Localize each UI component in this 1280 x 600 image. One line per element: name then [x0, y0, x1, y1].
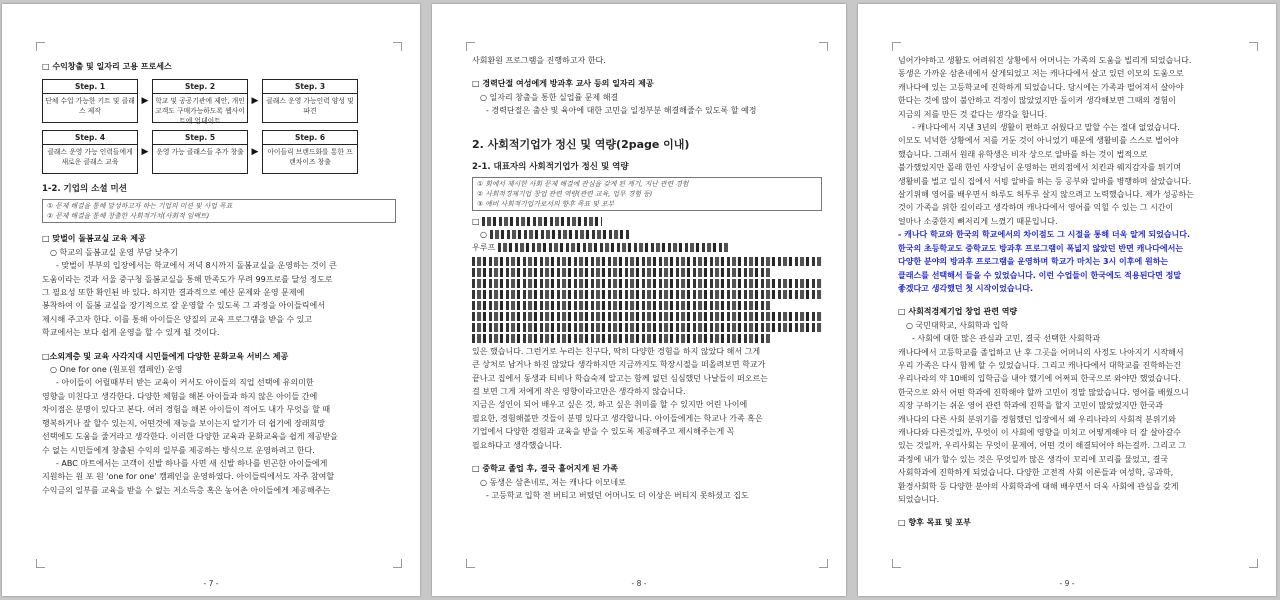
arrow-right-icon: ▶	[251, 95, 259, 106]
body-line: 필요하다고 생각했습니다.	[472, 440, 563, 450]
body-line: 있는 것일까, 우리사회는 무엇이 문제여, 어떤 것이 해결되어야 하는걸까. 그리고 그	[898, 441, 1187, 451]
redacted-text	[472, 290, 822, 299]
body-line: 사회환원 프로그램을 진행하고자 한다.	[472, 56, 606, 65]
body-line: 있은 했습니다. 그런거로 누리는 친구다, 딱히 다양한 경험을 하지 않았다 해서 그게	[472, 346, 761, 356]
body-line: - 고등학교 입학 전 버티고 버텼던 어머니도 더 이상은 버티지 못하셨고 집도	[486, 490, 749, 500]
body-line: 큰 상처로 남거나 하진 않았다 생각하지만 지금까지도 학장시절을 떠올려보면 학교가	[472, 360, 766, 370]
highlight-line: 클래스를 선택해서 들을 수 있었습니다. 이런 수업들이 한국에도 적용된다면 정말	[898, 270, 1182, 280]
body-line: 끝나고 집에서 동생과 티비나 학습숙제 알고는 함께 없던 심심했던 나날들이 떠오르는	[472, 373, 768, 383]
body-line: 그 필요성 또한 확인된 바 있다. 하지만 결과적으로 예산 문제와 운영 문제에	[42, 288, 305, 298]
document-page-7	[2, 4, 420, 596]
body-line: 지금의 저를 만든 것 같다는 생각을 합니다.	[898, 109, 1048, 119]
step-body: 클래스 운영 가능인력 양성 및 파견	[266, 97, 354, 116]
redacted-text	[472, 301, 770, 310]
step-body: 운영 가능 클래스들 추가 창출	[156, 148, 244, 157]
document-page-9	[858, 4, 1276, 596]
guide-line: ① 문제 해결을 통해 달성하고자 하는 기업의 미션 및 사업 목표	[47, 202, 233, 211]
body-line: 우리 가족은 다시 함께 할 수 있었습니다. 그리고 캐나다에서 대학교를 진학하는건	[898, 360, 1181, 370]
body-line: 동생은 가까운 삼촌네에서 살게되었고 저는 캐나다에서 살고 있던 이모의 도움으로	[898, 69, 1184, 79]
sub-chapter-heading: 2-1. 대표자의 사회적기업가 정신 및 역량	[472, 161, 629, 172]
body-line: 기업에서 다양한 경험과 교육을 받을 수 있도록 제공해주고 제시해주는게 꼭	[472, 427, 735, 437]
guide-line: ② 문제 해결을 통해 창출한 사회적가치(사회적 임팩트)	[47, 212, 210, 221]
body-line: 것이 가족을 위한 길이라고 생각하며 캐나다에서 영어를 익힐 수 있는 그 시간이	[898, 203, 1174, 213]
redacted-text	[472, 323, 822, 332]
crop-mark-bottom-left	[892, 559, 901, 568]
step-title: Step. 2	[153, 80, 247, 94]
body-line: 봉착하여 이 돌봄 교실을 장기적으로 잘 운영할 수 있도록 그 과정을 아이들릭에서	[42, 301, 325, 311]
body-line: 우리나라의 약 10배의 입학금을 내야 했기에 어쩌피 한국으로 와야만 했었습니다.	[898, 374, 1181, 384]
sub-heading: ○ 학교의 돌봄교실 운영 부담 낮추기	[50, 247, 178, 257]
section-heading: □ 수익창출 및 일자리 고용 프로세스	[42, 62, 172, 71]
page-number: - 7 -	[203, 579, 219, 588]
crop-mark-bottom-left	[466, 559, 475, 568]
redacted-text	[472, 279, 822, 288]
page-number: - 9 -	[1059, 579, 1075, 588]
redacted-text	[472, 268, 770, 277]
step-box-3	[262, 79, 358, 123]
body-line: 했습니다. 그래서 원래 유학생은 비자 상으로 알바를 하는 것이 법적으로	[898, 149, 1148, 159]
section-heading: □소외계층 및 교육 사각지대 시민들에게 다양한 문화교육 서비스 제공	[42, 351, 289, 361]
section-heading: □ 사회적경제기업 창업 관련 역량	[898, 307, 1018, 317]
highlight-line: 다양한 분야의 방과후 프로그램을 운영하며 학교가 마치는 3시 이후에 원하는	[898, 257, 1169, 267]
crop-mark-top-left	[466, 42, 475, 51]
body-line: - ABC 마트에서는 고객이 신발 하나를 사면 새 신발 하나를 빈곤한 아이들에게	[56, 458, 328, 468]
highlight-line: - 캐나다 학교와 한국의 학교에서의 차이점도 그 시절을 통해 더욱 알게 되었습니다.	[898, 230, 1191, 240]
arrow-right-icon: ▶	[141, 146, 149, 157]
sub-heading: ○ 일자리 창출을 통한 실업률 문제 해결	[480, 92, 619, 102]
body-line: 선택에도 도움을 줄거라고 생각한다. 이러한 다양한 교육과 문화교육을 쉽게 제공받을	[42, 432, 338, 442]
redacted-text	[472, 257, 822, 266]
body-line: 불가했었지만 몰래 한인 사장님이 운영하는 편의점에서 치킨과 웨지감자를 튀기며	[898, 163, 1182, 173]
body-line: 얼마나 소중한지 뼈저리게 느꼈기 때문입니다.	[898, 216, 1058, 226]
crop-mark-top-right	[393, 42, 402, 51]
body-line: - 캐나다에서 지낸 3년의 생활이 편하고 쉬웠다고 말할 수는 절대 없었습니다.	[912, 123, 1180, 133]
body-line: 필요한, 경험해볼만 것들이 분명 있다고 생각합니다. 아이들에게는 학교나 가족 혹은	[472, 413, 763, 423]
body-line: 지원하는 원 포 원 'one for one' 캠페인을 운영하였다. 아이들릭에서도 자주 참여할	[42, 472, 335, 482]
step-box-5	[152, 130, 248, 174]
body-line: 도움이라는 것과 서울 중구청 돌봄교실을 통해 만족도가 무려 99프로를 달성 정도로	[42, 274, 333, 284]
mission-heading: 1-2. 기업의 소셜 미션	[42, 184, 127, 195]
section-heading: □ 맞벌이 돌봄교실 교육 제공	[42, 234, 146, 244]
page-number: - 8 -	[631, 579, 647, 588]
body-line: - 아이들이 어릴때부터 받는 교육이 커서도 아이들의 직업 선택에 유의미한	[56, 378, 314, 388]
arrow-right-icon: ▶	[251, 146, 259, 157]
body-line: - 경력단절은 출산 및 육아에 대한 고민을 일정부분 해결해줄수 있도록 할 예정	[486, 106, 757, 116]
crop-mark-bottom-right	[819, 559, 828, 568]
body-line: 캐나다와 다른것일까, 무엇이 이 사회에 영향을 미치고 어떻게해야 더 잘 살아갈수	[898, 427, 1181, 437]
crop-mark-top-right	[819, 42, 828, 51]
step-box-6	[262, 130, 358, 174]
body-line: 살기위해 영어를 배우면서 하루도 허투루 살지 않으려고 노력했습니다. 제가 성공하는	[898, 190, 1194, 200]
section-heading: □ 중학교 졸업 후, 결국 흩어지게 된 가족	[472, 464, 619, 474]
body-line: 한다는 것에 많이 불안하고 걱정이 많았었지만 돌이켜 생각해보면 그때의 경험이	[898, 96, 1176, 106]
step-box-1	[42, 79, 138, 123]
body-line: 직장 구하기는 쉬운 영어 관련 학과에 진학을 할지 고민이 많았었지만 한국과	[898, 401, 1163, 411]
body-line: 되었습니다.	[898, 495, 940, 504]
section-heading: □ 향후 목표 및 포부	[898, 518, 971, 528]
body-line: 사회학과에 진학하게 되었습니다. 다양한 고전적 사회 이론들과 여성학, 공과학,	[898, 468, 1174, 478]
guide-box	[42, 199, 396, 223]
redacted-text	[472, 334, 770, 343]
body-line: 캐나다의 다른 사회 분위기를 경험했던 입장에서 왜 우리나라의 사회적 분위기와	[898, 414, 1176, 424]
chapter-heading: 2. 사회적기업가 정신 및 역량(2page 이내)	[472, 137, 690, 151]
body-line: 학교에서는 보다 쉽게 운영을 할 수 있게 될 것이다.	[42, 328, 220, 338]
body-line: - 맞벌이 부부의 입장에서는 학교에서 저녁 8시까지 돌봄교실을 운영하는 것이 큰	[56, 261, 337, 271]
section-heading: □ 경력단절 여성에게 방과후 교사 등의 일자리 제공	[472, 79, 654, 89]
body-line	[472, 241, 822, 254]
sub-heading: ○ 국민대학교, 사회학과 입학	[906, 320, 1009, 330]
redacted-text	[498, 243, 728, 252]
body-line: - 사회에 대한 많은 관심과 고민, 결국 선택한 사회학과	[912, 334, 1101, 344]
crop-mark-top-left	[892, 42, 901, 51]
guide-box	[472, 177, 822, 211]
crop-mark-top-right	[1249, 42, 1258, 51]
body-line: 과정에 내가 할수 있는 것은 무엇일까 많은 생각이 꼬리에 꼬리를 물었고, 결국	[898, 454, 1169, 464]
redacted-text	[490, 230, 630, 239]
body-line: 캐나다에서 고등학교를 졸업하고 난 후 그곳을 어머니의 사정도 나아지기 시작해서	[898, 347, 1184, 357]
step-body: 학교 및 공공기관에 제안, 개인고객도 구매가능하도록 웹사이트에 업데이트	[155, 97, 245, 126]
body-prefix: 우루프	[472, 243, 496, 253]
step-title: Step. 1	[43, 80, 137, 94]
crop-mark-bottom-right	[1249, 559, 1258, 568]
sub-heading	[472, 228, 822, 241]
body-line: 수익금의 일부를 교육을 받을 수 없는 저소득층 혹은 농어촌 아이들에게 제공해주는	[42, 485, 331, 495]
highlight-line: 좋겠다고 생각했던 첫 시작이었습니다.	[898, 283, 1034, 293]
arrow-right-icon: ▶	[141, 95, 149, 106]
step-box-4	[42, 130, 138, 174]
process-steps	[42, 79, 396, 174]
body-line: 차이점은 분명이 있다고 본다. 여러 경험을 해본 아이들이 적어도 내가 무엇을 할 때	[42, 405, 331, 415]
step-body: 아이들릭 브랜드화를 통한 프랜차이즈 창출	[267, 148, 353, 167]
body-line: 한국으로 와서 어떤 학과에 진학해야 할까 고민이 정말 많았습니다. 영어를 배웠으니	[898, 387, 1189, 397]
guide-line: ② 사회적경제기업 창업 관련 역량(관련 교육, 업무 경험 등)	[477, 189, 653, 198]
sub-heading: ○ 동생은 삼촌네로, 저는 캐나다 이모네로	[480, 477, 626, 487]
body-line: 생활비를 벌고 일식 집에서 서빙 알바를 하는 등 공부와 알바를 병행하며 살았습니다.	[898, 176, 1192, 186]
body-line: 제시해 주고자 한다. 이를 통해 아이들은 양질의 교육 프로그램을 받을 수 있고	[42, 314, 313, 324]
crop-mark-bottom-left	[36, 559, 45, 568]
guide-line: ① 회에서 제시한 사회 문제 해결에 관심을 갖게 된 계기, 지난 관련 경험	[477, 179, 689, 188]
step-title: Step. 3	[263, 80, 357, 94]
step-box-2	[152, 79, 248, 126]
sub-marker: ○	[480, 230, 487, 240]
body-line: 행복하거나 잘 할수 있는지, 어떤것에 재능을 보이는지 알기가 더 쉽기에 장래희망	[42, 418, 325, 428]
document-page-8	[432, 4, 846, 596]
body-line: 영향을 미친다고 생각한다. 다양한 체험을 해본 아이들과 하지 않은 아이들 간에	[42, 391, 318, 401]
body-line: 넘어가야하고 생활도 어려워진 상황에서 어머니는 가족의 도움을 빌리게 되었습니다.	[898, 56, 1192, 65]
guide-line: ③ 예비 사회적기업가로서의 향후 목표 및 포부	[477, 199, 615, 208]
redacted-text	[472, 312, 822, 321]
step-title: Step. 4	[43, 131, 137, 145]
step-title: Step. 5	[153, 131, 247, 145]
body-line: 캐나다에 있는 고등학교에 진학하게 되었습니다. 당시에는 가족과 떨어져서 살아야	[898, 82, 1184, 92]
body-line: 수 없는 시민들에게 창출된 수익의 일부를 제공하는 방식으로 운영하려고 한다.	[42, 445, 315, 455]
crop-mark-top-left	[36, 42, 45, 51]
crop-mark-bottom-right	[393, 559, 402, 568]
step-body: 단체 수업 가능한 키트 및 클래스 제작	[45, 97, 135, 116]
body-line: 지금은 성인이 되어 배우고 싶은 것, 하고 싶은 취미를 할 수 있지만 어린 나이에	[472, 400, 748, 410]
step-title: Step. 6	[263, 131, 357, 145]
section-marker: □	[472, 216, 480, 226]
step-body: 클래스 운영 가능 인력들에게 새로운 클래스 교육	[47, 148, 133, 167]
redacted-text	[482, 217, 602, 226]
highlight-line: 한국의 초등학교도 중학교도 방과후 프로그램이 폭넓지 않았던 반면 캐나다에서는	[898, 243, 1184, 253]
body-line: 걸 보면 그게 저에게 작은 영향이라고만은 생각하지 않습니다.	[472, 387, 686, 397]
page-content	[472, 54, 822, 502]
body-line: 이모도 넉넉한 상황에서 저를 거둔 것이 아니었기 때문에 생활비를 스스로 벌어야	[898, 136, 1179, 146]
section-heading	[472, 215, 822, 228]
body-line: 환경사회학 등 다양한 분야의 사회학과에 대해 배우면서 더욱 사회에 관심을 갖게	[898, 481, 1179, 491]
page-content	[898, 54, 1252, 530]
sub-heading: ○ One for one (원포원 캠페인) 운영	[50, 365, 183, 375]
page-content	[42, 60, 396, 497]
